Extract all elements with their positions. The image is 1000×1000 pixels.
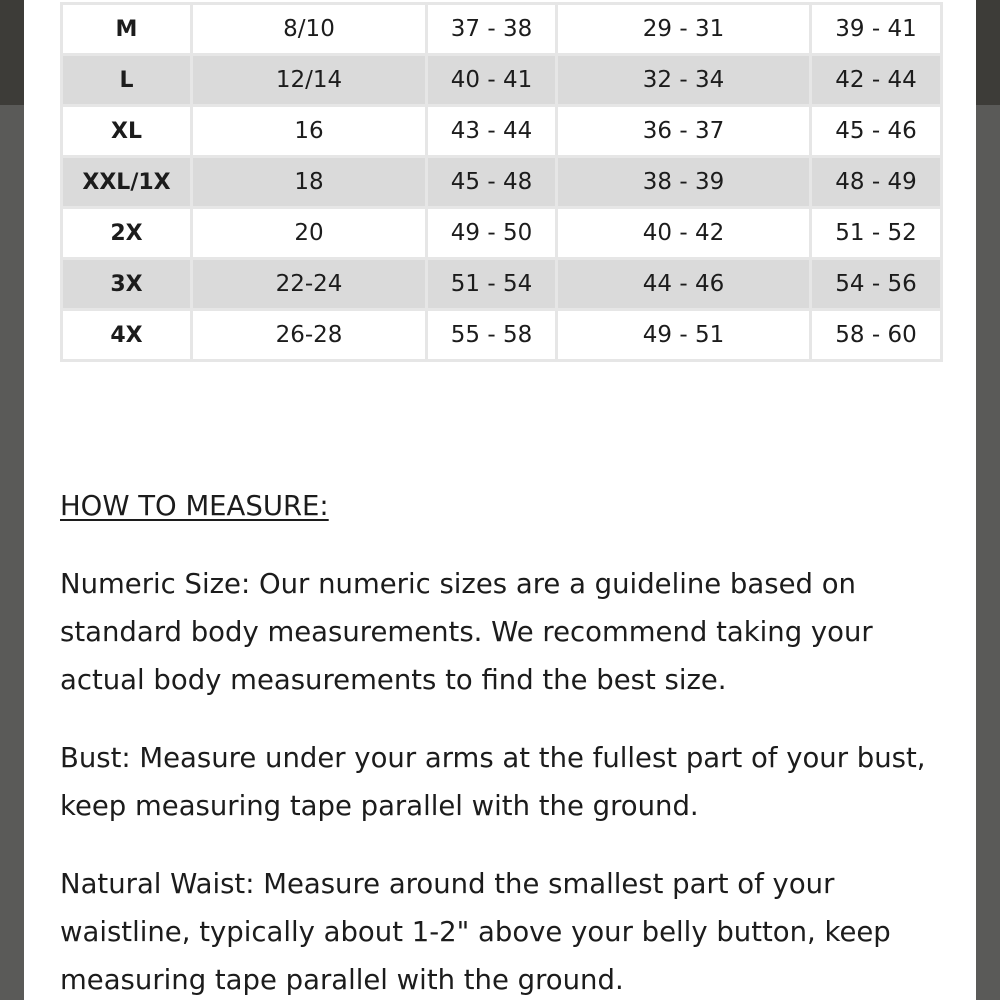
how-to-measure-heading: HOW TO MEASURE: [60, 490, 329, 522]
how-to-measure-section [60, 482, 940, 1000]
table-row [62, 4, 942, 55]
size-cell: 4X [62, 310, 192, 361]
size-cell: 3X [62, 259, 192, 310]
numeric-size-cell: 26-28 [192, 310, 427, 361]
waist-cell: 32 - 34 [557, 55, 811, 106]
size-cell: M [62, 4, 192, 55]
bust-cell: 45 - 48 [427, 157, 557, 208]
numeric-size-cell: 22-24 [192, 259, 427, 310]
waist-cell: 49 - 51 [557, 310, 811, 361]
table-row [62, 259, 942, 310]
bust-cell: 37 - 38 [427, 4, 557, 55]
hip-cell: 45 - 46 [811, 106, 942, 157]
size-cell: XL [62, 106, 192, 157]
bust-cell: 40 - 41 [427, 55, 557, 106]
numeric-size-cell: 12/14 [192, 55, 427, 106]
natural-waist-text: Natural Waist: Measure around the smallest part of your waistline, typically about 1-2" above your belly button, keep measuring tape parallel with the ground. [60, 868, 891, 996]
numeric-size-text: Numeric Size: Our numeric sizes are a guideline based on standard body measurements. We recommend taking your actual body measurements to find the best size. [60, 568, 873, 696]
numeric-size-cell: 8/10 [192, 4, 427, 55]
size-cell: XXL/1X [62, 157, 192, 208]
waist-cell: 40 - 42 [557, 208, 811, 259]
numeric-size-cell: 18 [192, 157, 427, 208]
bust-cell: 49 - 50 [427, 208, 557, 259]
bust-cell: 55 - 58 [427, 310, 557, 361]
hip-cell: 42 - 44 [811, 55, 942, 106]
numeric-size-cell: 16 [192, 106, 427, 157]
size-cell: L [62, 55, 192, 106]
hip-cell: 48 - 49 [811, 157, 942, 208]
table-row [62, 157, 942, 208]
hip-cell: 58 - 60 [811, 310, 942, 361]
bust-cell: 51 - 54 [427, 259, 557, 310]
bust-cell: 43 - 44 [427, 106, 557, 157]
waist-cell: 38 - 39 [557, 157, 811, 208]
bust-text: Bust: Measure under your arms at the fullest part of your bust, keep measuring tape parallel with the ground. [60, 742, 926, 822]
waist-cell: 29 - 31 [557, 4, 811, 55]
table-row [62, 106, 942, 157]
size-chart-table [60, 2, 943, 362]
waist-cell: 44 - 46 [557, 259, 811, 310]
size-cell: 2X [62, 208, 192, 259]
hip-cell: 39 - 41 [811, 4, 942, 55]
table-row [62, 208, 942, 259]
hip-cell: 51 - 52 [811, 208, 942, 259]
table-row [62, 310, 942, 361]
hip-cell: 54 - 56 [811, 259, 942, 310]
numeric-size-cell: 20 [192, 208, 427, 259]
waist-cell: 36 - 37 [557, 106, 811, 157]
size-guide-modal [24, 0, 976, 1000]
table-row [62, 55, 942, 106]
